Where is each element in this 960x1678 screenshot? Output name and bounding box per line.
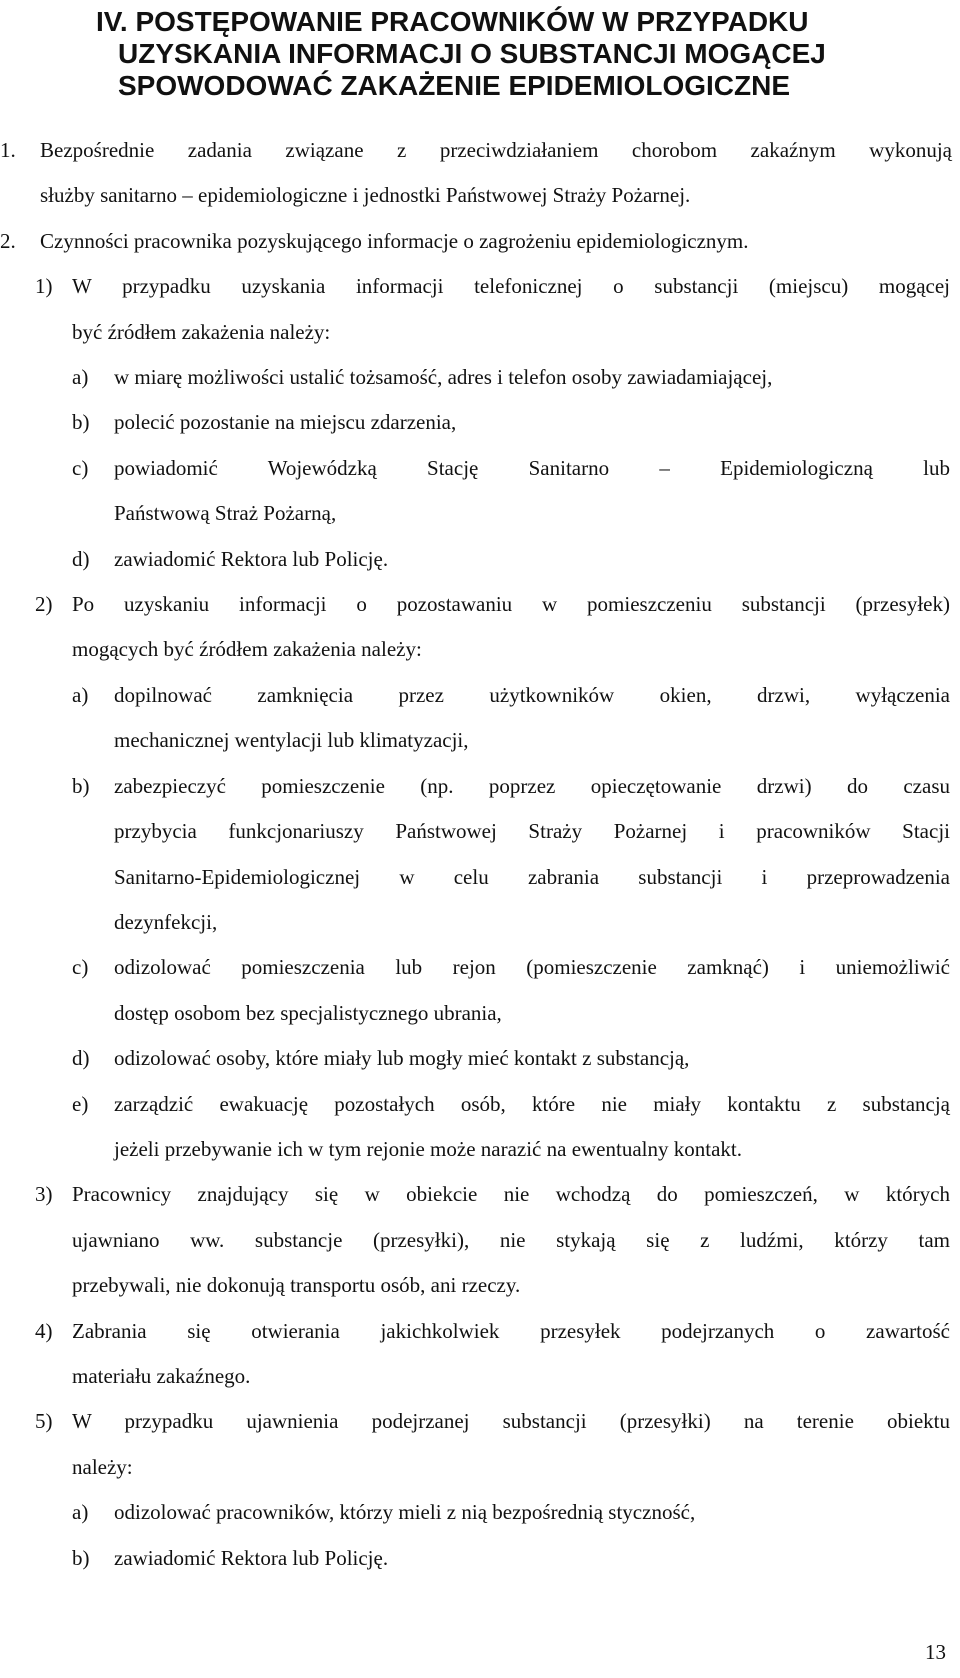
- list-item-text-line: zabezpieczyć pomieszczenie (np. poprzez opieczętowanie drzwi) do czasu: [114, 773, 950, 798]
- list-item: [0, 1536, 960, 1581]
- list-item-text-continuation: Państwową Straż Pożarną,: [114, 501, 337, 526]
- list-item-text-line: odizolować osoby, które miały lub mogły mieć kontakt z substancją,: [114, 1046, 690, 1071]
- numbered-point-1: [0, 128, 960, 173]
- subsection-text-line: Zabrania się otwierania jakichkolwiek przesyłek podejrzanych o zawartość: [72, 1318, 950, 1343]
- list-item-marker: b): [72, 773, 90, 798]
- document-body: [0, 128, 960, 1581]
- list-item-text-line: dopilnować zamknięcia przez użytkowników okien, drzwi, wyłączenia: [114, 682, 950, 707]
- point-text-line: Czynności pracownika pozyskującego informacje o zagrożeniu epidemiologicznym.: [40, 228, 749, 253]
- subsection-text-continuation: ujawniano ww. substancje (przesyłki), nie stykają się z ludźmi, którzy tam: [72, 1227, 950, 1252]
- list-item-text-line: w miarę możliwości ustalić tożsamość, adres i telefon osoby zawiadamiającej,: [114, 365, 773, 390]
- list-item-marker: a): [72, 1500, 89, 1525]
- list-item-marker: d): [72, 546, 90, 571]
- list-item: [0, 1082, 960, 1127]
- subsection-text-continuation: należy:: [72, 1454, 133, 1479]
- subsection-list: [0, 264, 960, 1581]
- subsection-text-line: W przypadku uzyskania informacji telefonicznej o substancji (miejscu) mogącej: [72, 274, 950, 299]
- list-item-marker: e): [72, 1091, 89, 1116]
- subsection-text-continuation: przebywali, nie dokonują transportu osób, ani rzeczy.: [72, 1273, 521, 1298]
- list-item: [0, 945, 960, 990]
- list-item: [0, 1036, 960, 1081]
- list-item-marker: d): [72, 1046, 90, 1071]
- list-item-marker: b): [72, 1545, 90, 1570]
- list-item-text-line: zarządzić ewakuację pozostałych osób, które nie miały kontaktu z substancją: [114, 1091, 950, 1116]
- list-item: [0, 673, 960, 718]
- list-item-text-continuation: mechanicznej wentylacji lub klimatyzacji,: [114, 728, 469, 753]
- subsection-marker: 1): [35, 274, 53, 299]
- list-item-text-line: zawiadomić Rektora lub Policję.: [114, 1545, 389, 1570]
- subsection-text-line: Pracownicy znajdujący się w obiekcie nie wchodzą do pomieszczeń, w których: [72, 1182, 950, 1207]
- subsection-item: [0, 1309, 960, 1354]
- list-item-text-line: odizolować pracowników, którzy mieli z nią bezpośrednią styczność,: [114, 1500, 696, 1525]
- list-item-text-continuation: Sanitarno-Epidemiologicznej w celu zabrania substancji i przeprowadzenia: [114, 864, 950, 889]
- list-item: [0, 400, 960, 445]
- list-item-text-line: powiadomić Wojewódzką Stację Sanitarno – Epidemiologiczną lub: [114, 455, 950, 480]
- list-item-marker: a): [72, 365, 89, 390]
- subsection-text-line: Po uzyskaniu informacji o pozostawaniu w pomieszczeniu substancji (przesyłek): [72, 592, 950, 617]
- list-item-text-line: odizolować pomieszczenia lub rejon (pomieszczenie zamknąć) i uniemożliwić: [114, 955, 950, 980]
- subsection-text-continuation: materiału zakaźnego.: [72, 1363, 251, 1388]
- subsection-item: [0, 264, 960, 309]
- list-item: [0, 1490, 960, 1535]
- point-text-line: Bezpośrednie zadania związane z przeciwdziałaniem chorobom zakaźnym wykonują: [40, 138, 952, 162]
- subsection-marker: 5): [35, 1409, 53, 1434]
- subsection-text-continuation: być źródłem zakażenia należy:: [72, 319, 331, 344]
- list-item-marker: a): [72, 682, 89, 707]
- list-item-text-line: polecić pozostanie na miejscu zdarzenia,: [114, 410, 457, 435]
- list-item-marker: c): [72, 955, 89, 980]
- list-item-marker: b): [72, 410, 90, 435]
- list-item-text-continuation: jeżeli przebywanie ich w tym rejonie może narazić na ewentualny kontakt.: [114, 1136, 742, 1161]
- list-item-text-continuation: dostęp osobom bez specjalistycznego ubrania,: [114, 1000, 502, 1025]
- list-item: [0, 355, 960, 400]
- heading-line-3: SPOWODOWAĆ ZAKAŻENIE EPIDEMIOLOGICZNE: [118, 70, 791, 101]
- point-marker: 2.: [0, 228, 16, 253]
- subsection-marker: 3): [35, 1182, 53, 1207]
- heading-line-2: UZYSKANIA INFORMACJI O SUBSTANCJI MOGĄCEJ: [118, 38, 826, 69]
- subsection-item: [0, 1172, 960, 1217]
- subsection-text-continuation: mogących być źródłem zakażenia należy:: [72, 637, 422, 662]
- subsection-marker: 4): [35, 1318, 53, 1343]
- numbered-point-2: [0, 219, 960, 264]
- page-number: 13: [925, 1640, 946, 1664]
- point-text-continuation: służby sanitarno – epidemiologiczne i jednostki Państwowej Straży Pożarnej.: [40, 183, 691, 208]
- list-item: [0, 764, 960, 809]
- list-item: [0, 446, 960, 491]
- list-item-text-continuation: przybycia funkcjonariuszy Państwowej Straży Pożarnej i pracowników Stacji: [114, 819, 950, 844]
- list-item-marker: c): [72, 455, 89, 480]
- heading-line-1: IV. POSTĘPOWANIE PRACOWNIKÓW W PRZYPADKU: [96, 6, 809, 37]
- list-item: [0, 537, 960, 582]
- list-item-text-line: zawiadomić Rektora lub Policję.: [114, 546, 389, 571]
- subsection-marker: 2): [35, 592, 53, 617]
- subsection-text-line: W przypadku ujawnienia podejrzanej substancji (przesyłki) na terenie obiektu: [72, 1409, 950, 1434]
- point-marker: 1.: [0, 138, 16, 162]
- subsection-item: [0, 1399, 960, 1444]
- subsection-item: [0, 582, 960, 627]
- list-item-text-continuation: dezynfekcji,: [114, 909, 218, 934]
- section-heading: [0, 6, 960, 102]
